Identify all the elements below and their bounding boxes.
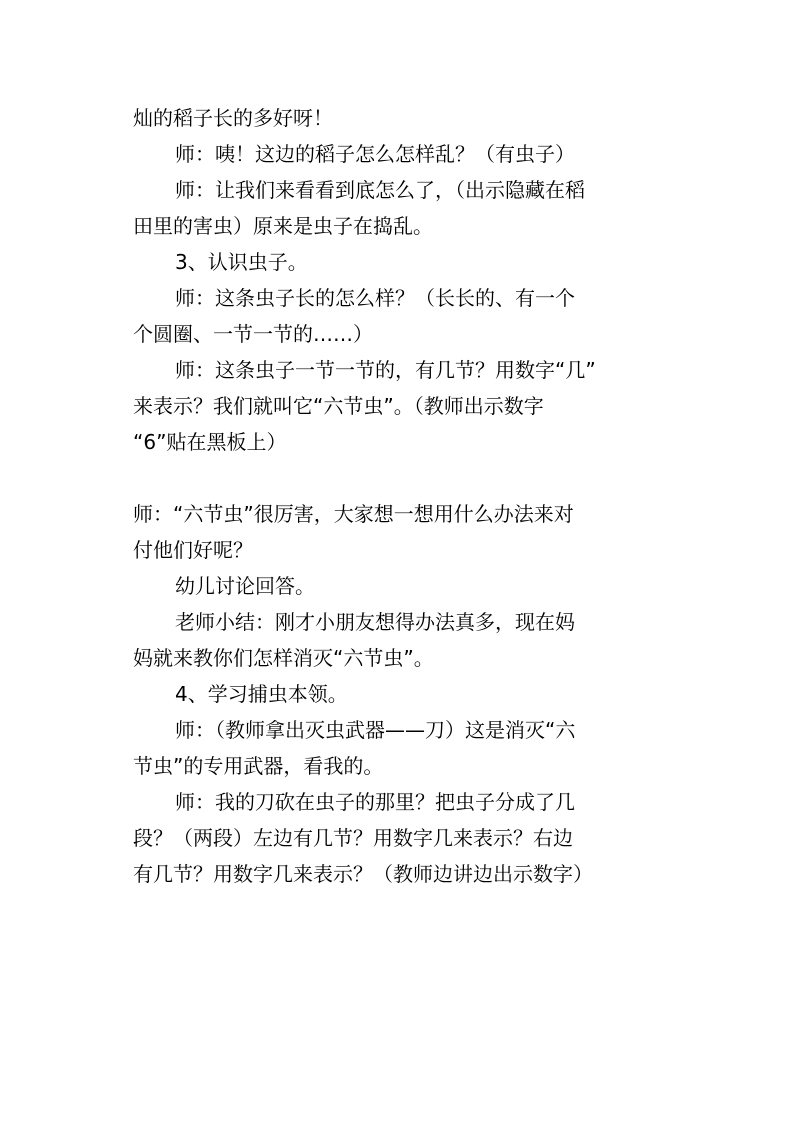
paragraph-line-6: 师：这条虫子长的怎么样？（长长的、有一个 bbox=[175, 286, 575, 310]
document-body bbox=[133, 100, 678, 892]
paragraph-line-13: 付他们好呢？ bbox=[133, 538, 253, 562]
paragraph-line-20: 师：我的刀砍在虫子的那里？把虫子分成了几 bbox=[175, 790, 575, 814]
section-heading-3: 3、认识虫子。 bbox=[175, 250, 308, 274]
paragraph-line-22: 有几节？用数字几来表示？（教师边讲边出示数字） bbox=[133, 862, 593, 886]
paragraph-line-1: 灿的稻子长的多好呀！ bbox=[133, 106, 333, 130]
paragraph-line-21: 段？（两段）左边有几节？用数字几来表示？右边 bbox=[133, 826, 573, 850]
paragraph-line-15: 老师小结：刚才小朋友想得办法真多，现在妈 bbox=[175, 610, 575, 634]
paragraph-line-2: 师：咦！这边的稻子怎么怎样乱？（有虫子） bbox=[175, 142, 575, 166]
blank-line bbox=[133, 460, 678, 496]
paragraph-line-16: 妈就来教你们怎样消灭“六节虫”。 bbox=[133, 646, 434, 670]
paragraph-line-7: 个圆圈、一节一节的……） bbox=[133, 322, 373, 346]
paragraph-line-19: 节虫”的专用武器，看我的。 bbox=[133, 754, 384, 778]
paragraph-line-8: 师：这条虫子一节一节的，有几节？用数字“几” bbox=[175, 358, 596, 382]
paragraph-line-10: “6”贴在黑板上） bbox=[133, 430, 287, 454]
paragraph-line-3: 师：让我们来看看到底怎么了，（出示隐藏在稻 bbox=[175, 178, 585, 202]
paragraph-line-14: 幼儿讨论回答。 bbox=[175, 574, 315, 598]
paragraph-line-4: 田里的害虫）原来是虫子在捣乱。 bbox=[133, 214, 433, 238]
paragraph-line-9: 来表示？我们就叫它“六节虫”。（教师出示数字 bbox=[133, 394, 544, 418]
paragraph-line-18: 师：（教师拿出灭虫武器——刀）这是消灭“六 bbox=[175, 718, 576, 742]
section-heading-4: 4、学习捕虫本领。 bbox=[175, 682, 348, 706]
paragraph-line-12: 师：“六节虫”很厉害，大家想一想用什么办法来对 bbox=[133, 502, 574, 526]
